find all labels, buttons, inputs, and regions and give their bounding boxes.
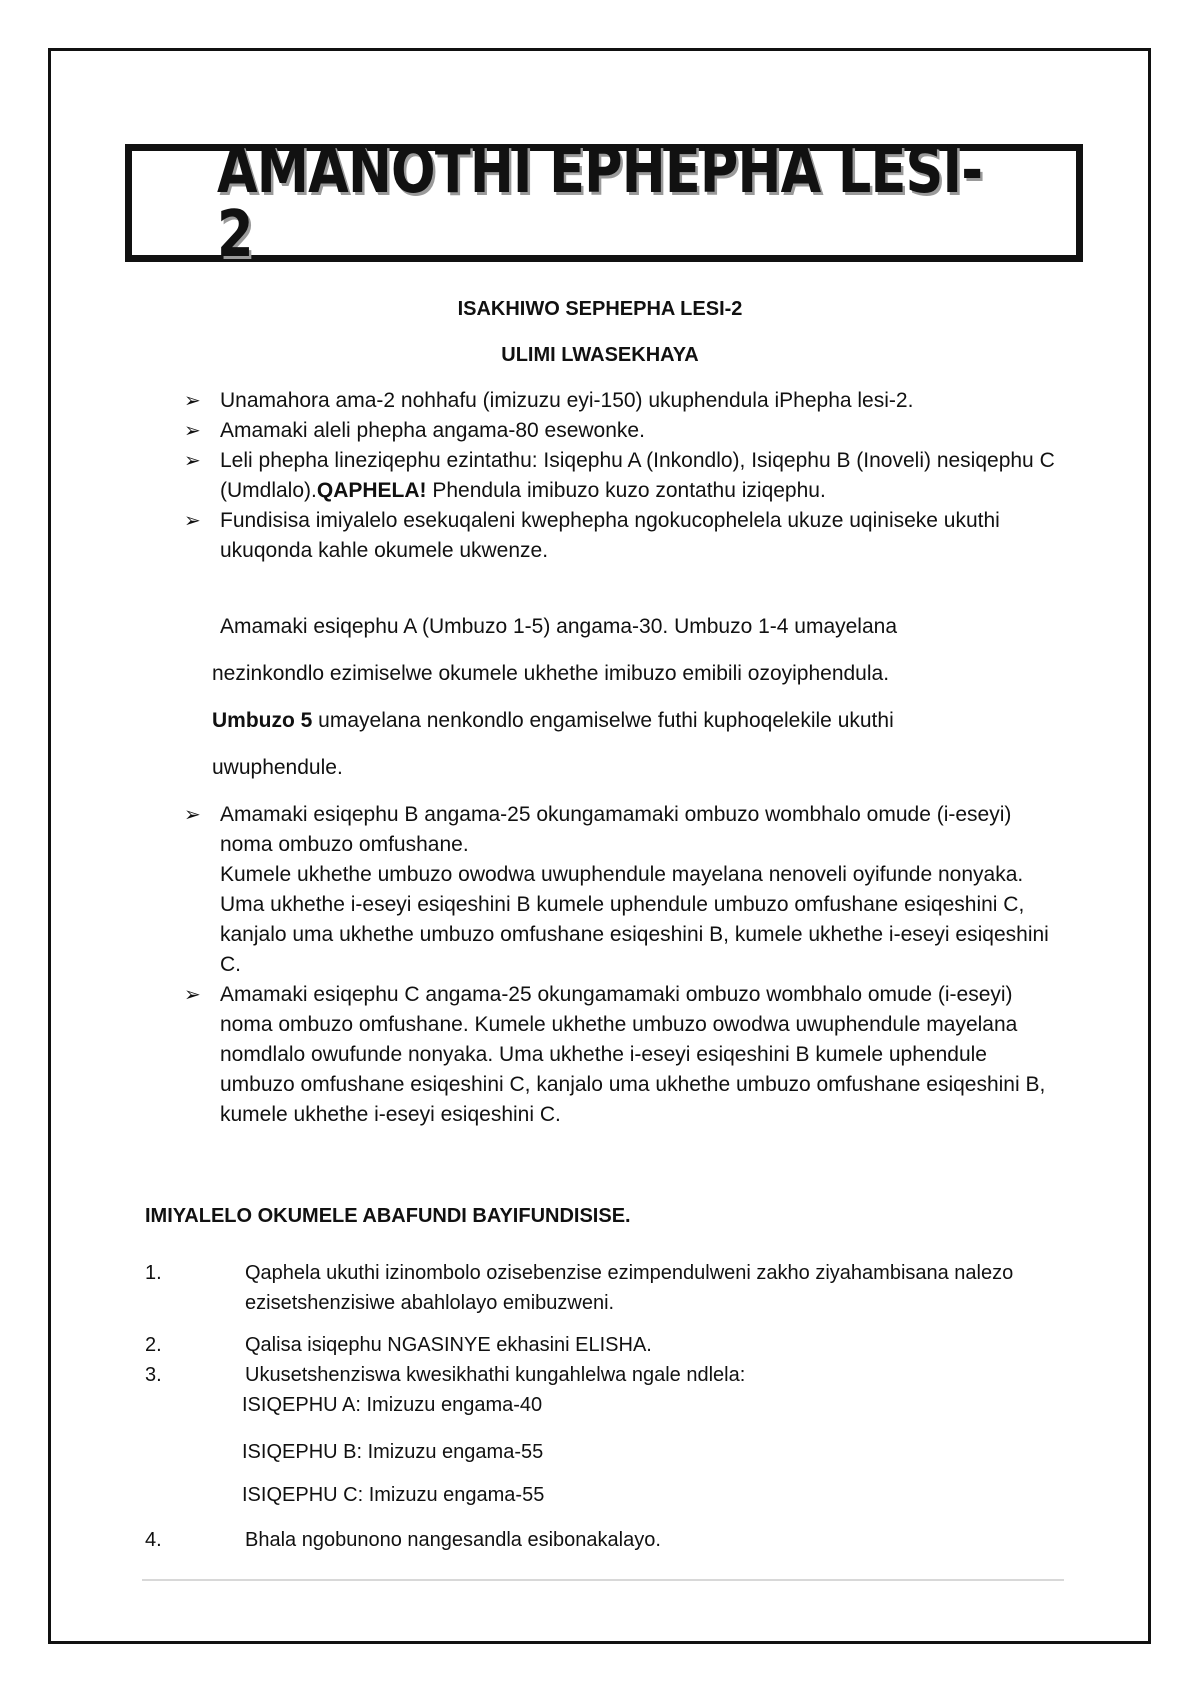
instruction-number: 2. bbox=[145, 1334, 162, 1356]
time-allocation-text: ISIQEPHU A: Imizuzu engama-40 bbox=[242, 1394, 543, 1416]
time-allocation-item bbox=[145, 1480, 1065, 1510]
bullet-text: Amamaki aleli phepha angama-80 esewonke. bbox=[220, 419, 645, 442]
heading-subject: ULIMI LWASEKHAYA bbox=[501, 344, 699, 366]
title-box bbox=[125, 134, 1083, 272]
bullet-item bbox=[180, 800, 1060, 980]
bullet-item bbox=[180, 506, 1060, 566]
paragraph-line: Amamaki esiqephu A (Umbuzo 1-5) angama-30. Umbuzo 1-4 umayelana bbox=[220, 615, 898, 638]
instruction-text: Qaphela ukuthi izinombolo ozisebenzise ezimpendulweni zakho ziyahambisana nalezo ezisetshenzisiwe abahlolayo emibuzweni. bbox=[245, 1262, 1014, 1314]
instruction-item bbox=[145, 1258, 1065, 1318]
time-allocation-item bbox=[145, 1437, 1065, 1467]
bullet-list-sections bbox=[180, 800, 1060, 1130]
arrow-bullet-icon: ➢ bbox=[184, 984, 201, 1006]
paragraph-text: umayelana nenkondlo engamiselwe futhi kuphoqelekile ukuthi bbox=[312, 709, 894, 732]
bullet-text: Kumele ukhethe umbuzo owodwa uwuphendule mayelana nenoveli oyifunde nonyaka. Uma ukhethe i-eseyi esiqeshini B kumele uphendule umbuzo omfushane esiqeshini C, kanjalo uma ukhethe umbuzo omfushane esiqeshini B, kumele ukhethe i-eseyi esiqeshini C. bbox=[220, 863, 1049, 976]
instruction-item bbox=[145, 1360, 1065, 1390]
arrow-bullet-icon: ➢ bbox=[184, 804, 201, 826]
instruction-text: Qalisa isiqephu NGASINYE ekhasini ELISHA. bbox=[245, 1334, 652, 1356]
paragraph-line: nezinkondlo ezimiselwe okumele ukhethe imibuzo emibili ozoyiphendula. bbox=[212, 662, 890, 685]
bullet-list-top bbox=[180, 386, 1060, 566]
bullet-item bbox=[180, 980, 1060, 1130]
bullet-item bbox=[180, 416, 1060, 446]
footer-divider bbox=[142, 1579, 1064, 1581]
paragraph-line: uwuphendule. bbox=[212, 756, 343, 779]
instruction-number: 4. bbox=[145, 1529, 162, 1551]
instruction-item bbox=[145, 1525, 1065, 1555]
time-allocation-text: ISIQEPHU C: Imizuzu engama-55 bbox=[242, 1484, 545, 1506]
bullet-text: Fundisisa imiyalelo esekuqaleni kwephepha ngokucophelela ukuze uqiniseke ukuthi ukuqonda kahle okumele ukwenze. bbox=[220, 509, 1000, 562]
arrow-bullet-icon: ➢ bbox=[184, 510, 201, 532]
bullet-item bbox=[180, 446, 1060, 506]
arrow-bullet-icon: ➢ bbox=[184, 420, 201, 442]
section-heading: IMIYALELO OKUMELE ABAFUNDI BAYIFUNDISISE. bbox=[145, 1205, 631, 1227]
instruction-text: Bhala ngobunono nangesandla esibonakalayo. bbox=[245, 1529, 661, 1551]
bullet-text: Leli phepha lineziqephu ezintathu: Isiqephu A (Inkondlo), Isiqephu B (Inoveli) nesiqephu C (Umdlalo). bbox=[220, 449, 1055, 502]
page-title: AMANOTHI EPHEPHA LESI-2 bbox=[216, 134, 983, 272]
arrow-bullet-icon: ➢ bbox=[184, 450, 201, 472]
bullet-text: Amamaki esiqephu B angama-25 okungamamaki ombuzo wombhalo omude (i-eseyi) noma ombuzo omfushane. bbox=[220, 803, 1012, 856]
paragraph-line bbox=[212, 706, 1072, 736]
bullet-item bbox=[180, 386, 1060, 416]
time-allocation-item bbox=[145, 1390, 1065, 1420]
instruction-text: Ukusetshenziswa kwesikhathi kungahlelwa ngale ndlela: bbox=[245, 1364, 746, 1386]
bullet-text: Unamahora ama-2 nohhafu (imizuzu eyi-150) ukuphendula iPhepha lesi-2. bbox=[220, 389, 914, 412]
bullet-text: Amamaki esiqephu C angama-25 okungamamaki ombuzo wombhalo omude (i-eseyi) noma ombuzo omfushane. Kumele ukhethe umbuzo owodwa uwuphendule mayelana nomdlalo owufunde nonyaka. Uma ukhethe i-eseyi esiqeshini B kumele uphendule umbuzo omfushane esiqeshini C, kanjalo uma ukhethe umbuzo omfushane esiqeshini B, kumele ukhethe i-eseyi esiqeshini C. bbox=[220, 983, 1046, 1126]
time-allocation-text: ISIQEPHU B: Imizuzu engama-55 bbox=[242, 1441, 544, 1463]
arrow-bullet-icon: ➢ bbox=[184, 390, 201, 412]
heading-structure: ISAKHIWO SEPHEPHA LESI-2 bbox=[457, 298, 743, 320]
umbuzo-label: Umbuzo 5 bbox=[212, 709, 313, 732]
qaphela-text: Phendula imibuzo kuzo zontathu iziqephu. bbox=[426, 479, 826, 502]
instruction-number: 1. bbox=[145, 1262, 162, 1284]
instruction-item bbox=[145, 1330, 1065, 1360]
qaphela-label: QAPHELA! bbox=[316, 479, 427, 502]
instruction-number: 3. bbox=[145, 1364, 162, 1386]
